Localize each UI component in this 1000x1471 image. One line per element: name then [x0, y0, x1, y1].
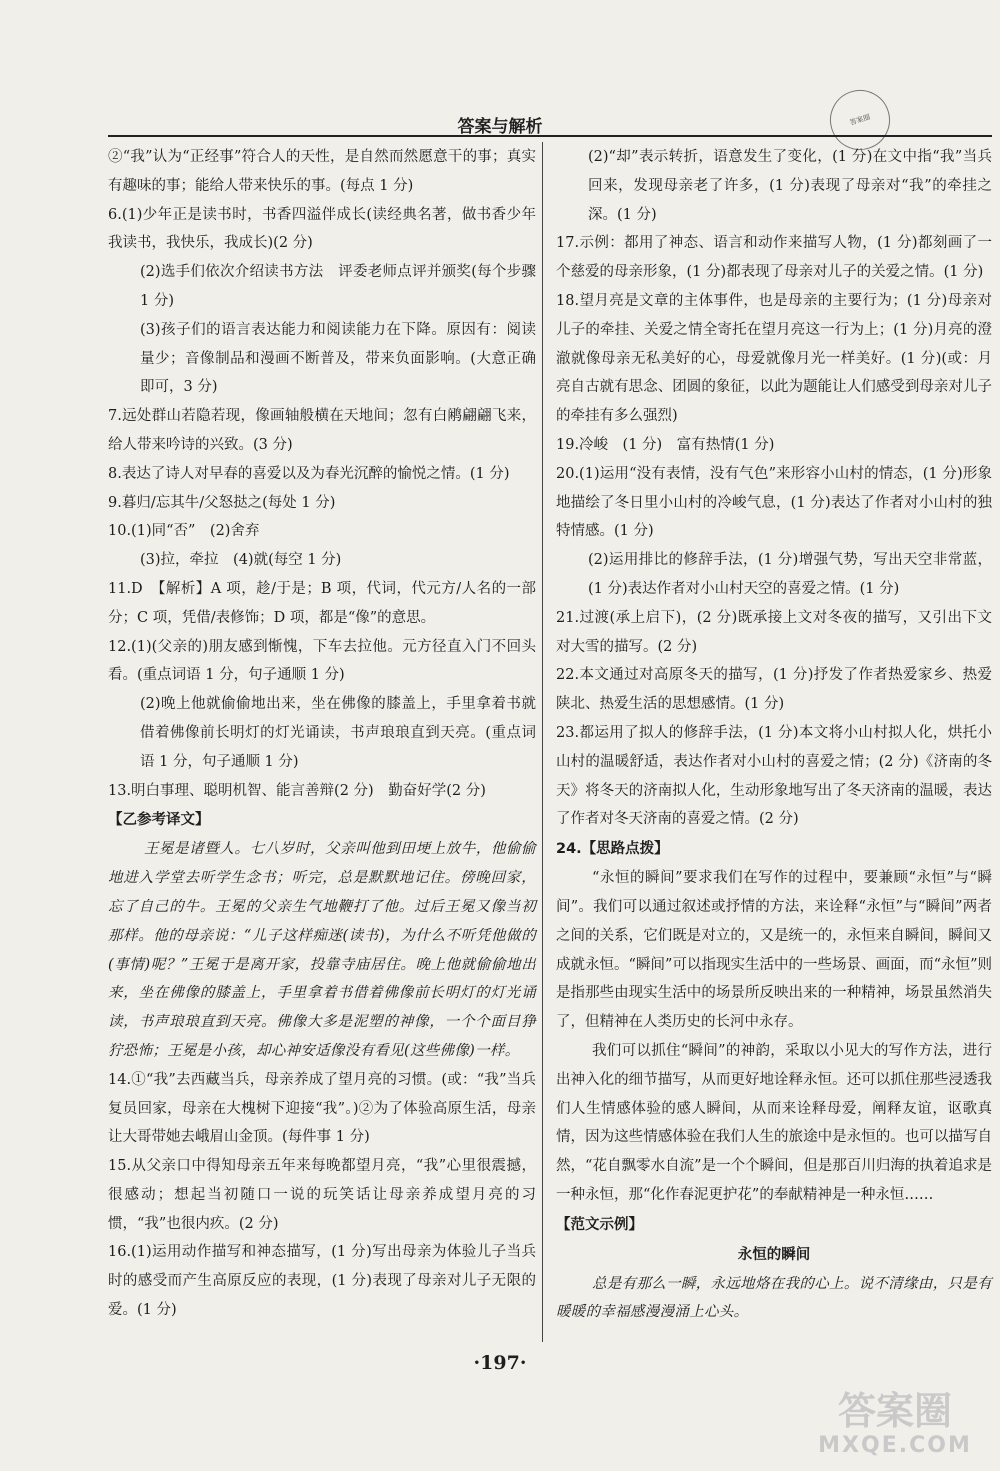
- answer-item: (2)运用排比的修辞手法，(1 分)增强气势，写出天空非常蓝，(1 分)表达作者对小山村天空的喜爱之情。(1 分): [588, 552, 992, 597]
- column-divider: [542, 142, 543, 1342]
- answer-item: 14.①“我”去西藏当兵，母亲养成了望月亮的习惯。(或：“我”当兵复员回家，母亲在大槐树下迎接“我”。)②为了体验高原生活，母亲让大哥带她去峨眉山金顶。(每件事 1 分): [108, 1071, 536, 1146]
- answer-item: 12.(1)(父亲的)朋友感到惭愧，下车去拉他。元方径直入门不回头看。(重点词语 1 分，句子通顺 1 分): [108, 638, 536, 684]
- section-heading: 【范文示例】: [556, 1216, 643, 1233]
- answer-item: 18.望月亮是文章的主体事件，也是母亲的主要行为；(1 分)母亲对儿子的牵挂、关爱之情全寄托在望月亮这一行为上；(1 分)月亮的澄澈就像母亲无私美好的心，母爱就像月光一样美好。(1 分)(或：月亮自古就有思念、团圆的象征，以此为题能让人们感受到母亲对儿子的牵挂有多么强烈): [556, 292, 992, 425]
- answer-item: 20.(1)运用“没有表情，没有气色”来形容小山村的情态，(1 分)形象地描绘了冬日里小山村的冷峻气息，(1 分)表达了作者对小山村的独特情感。(1 分): [556, 465, 992, 540]
- answer-item: (2)晚上他就偷偷地出来，坐在佛像的膝盖上，手里拿着书就借着佛像前长明灯的灯光诵读，书声琅琅直到天亮。(重点词语 1 分，句子通顺 1 分): [140, 696, 536, 770]
- page-title: 答案与解析: [457, 117, 543, 137]
- section-heading: 【乙参考译文】: [108, 812, 210, 829]
- answer-item: 8.表达了诗人对早春的喜爱以及为春光沉醉的愉悦之情。(1 分): [108, 465, 510, 482]
- answer-item: 10.(1)同“否” (2)舍弃: [108, 523, 260, 540]
- answer-item: (2)选手们依次介绍读书方法 评委老师点评并颁奖(每个步骤 1 分): [140, 264, 536, 309]
- section-heading: 24.【思路点拨】: [556, 841, 669, 858]
- answer-item: 22.本文通过对高原冬天的描写，(1 分)抒发了作者热爱家乡、热爱陕北、热爱生活的思想感情。(1 分): [556, 667, 992, 713]
- translation-text: 王冕是诸暨人。七八岁时，父亲叫他到田埂上放牛，他偷偷地进入学堂去听学生念书；听完，总是默默地记住。傍晚回家，忘了自己的牛。王冕的父亲生气地鞭打了他。过后王冕又像当初那样。他的母亲说：“儿子这样痴迷(读书)，为什么不听凭他做的(事情)呢？”王冕于是离开家，投靠寺庙居住。晚上他就偷偷地出来，坐在佛像的膝盖上，手里拿着书借着佛像前长明灯的灯光诵读，书声琅琅直到天亮。佛像大多是泥塑的神像，一个个面目狰狞恐怖；王冕是小孩，却心神安适像没有看见(这些佛像)一样。: [108, 841, 536, 1059]
- guidance-paragraph: 我们可以抓住“瞬间”的神韵，采取以小见大的写作方法，进行出神入化的细节描写，从而更好地诠释永恒。还可以抓住那些浸透我们人生情感体验的感人瞬间，从而来诠释母爱，阐释友谊，讴歌真情，因为这些情感体验在我们人生的旅途中是永恒的。也可以描写自然，“花自飘零水自流”是一个个瞬间，但是那百川归海的执着追求是一种永恒，那“化作春泥更护花”的奉献精神是一种永恒……: [556, 1042, 992, 1203]
- answer-item: 16.(1)运用动作描写和神态描写，(1 分)写出母亲为体验儿子当兵时的感受而产生高原反应的表现，(1 分)表现了母亲对儿子无限的爱。(1 分): [108, 1244, 536, 1319]
- watermark-text: 答案圈: [837, 1389, 952, 1433]
- answer-item: 6.(1)少年正是读书时，书香四溢伴成长(读经典名著，做书香少年 我读书，我快乐，我成长)(2 分): [108, 206, 536, 252]
- left-column: [108, 143, 536, 1325]
- answer-item: (2)“却”表示转折，语意发生了变化，(1 分)在文中指“我”当兵回来，发现母亲老了许多，(1 分)表现了母亲对“我”的牵挂之深。(1 分): [588, 149, 992, 223]
- answer-item: 23.都运用了拟人的修辞手法，(1 分)本文将小山村拟人化，烘托小山村的温暖舒适，表达作者对小山村的喜爱之情；(2 分)《济南的冬天》将冬天的济南拟人化，生动形象地写出了冬天济南的温暖，表达了作者对冬天济南的喜爱之情。(2 分): [556, 724, 992, 828]
- guidance-paragraph: “永恒的瞬间”要求我们在写作的过程中，要兼顾“永恒”与“瞬间”。我们可以通过叙述或抒情的方法，来诠释“永恒”与“瞬间”两者之间的关系，它们既是对立的，又是统一的，永恒来自瞬间，瞬间又成就永恒。“瞬间”可以指现实生活中的一些场景、画面，而“永恒”则是指那些由现实生活中的场景所反映出来的一种精神，场景虽然消失了，但精神在人类历史的长河中永存。: [556, 870, 992, 1031]
- watermark-url: MXQE.COM: [818, 1433, 972, 1458]
- answer-item: 11.D 【解析】A 项，趁/于是；B 项，代词，代元方/人名的一部分；C 项，凭借/表修饰；D 项，都是“像”的意思。: [108, 580, 536, 626]
- answer-item: (3)孩子们的语言表达能力和阅读能力在下降。原因有：阅读量少；音像制品和漫画不断普及，带来负面影响。(大意正确即可，3 分): [140, 321, 536, 396]
- answer-item: 13.明白事理、聪明机智、能言善辩(2 分) 勤奋好学(2 分): [108, 782, 486, 799]
- answer-item: ②“我”认为“正经事”符合人的天性，是自然而然愿意干的事；真实有趣味的事；能给人带来快乐的事。(每点 1 分): [108, 149, 536, 194]
- answer-item: (3)拉，牵拉 (4)就(每空 1 分): [140, 552, 342, 569]
- answer-item: 9.暮归/忘其牛/父怒挞之(每处 1 分): [108, 494, 336, 511]
- answer-item: 19.冷峻 (1 分) 富有热情(1 分): [556, 436, 775, 453]
- header-rule: [108, 135, 992, 137]
- answer-item: 17.示例：都用了神态、语言和动作来描写人物，(1 分)都刻画了一个慈爱的母亲形象，(1 分)都表现了母亲对儿子的关爱之情。(1 分): [556, 235, 992, 281]
- essay-title: 永恒的瞬间: [737, 1246, 811, 1263]
- answer-item: 15.从父亲口中得知母亲五年来每晚都望月亮，“我”心里很震撼，很感动；想起当初随口一说的玩笑话让母亲养成望月亮的习惯，“我”也很内疚。(2 分): [108, 1158, 536, 1232]
- answer-item: 7.远处群山若隐若现，像画轴般横在天地间；忽有白鹇翩翩飞来，给人带来吟诗的兴致。(3 分): [108, 408, 536, 453]
- right-column: [556, 143, 992, 1327]
- watermark-logo: [800, 1388, 990, 1464]
- stamp-seal: 答案圈: [822, 82, 898, 158]
- answer-item: 21.过渡(承上启下)，(2 分)既承接上文对冬夜的描写，又引出下文对大雪的描写。(2 分): [556, 609, 992, 655]
- page-number: ·197·: [473, 1352, 527, 1374]
- essay-paragraph: 总是有那么一瞬，永远地烙在我的心上。说不清缘由，只是有暖暖的幸福感漫漫涌上心头。: [556, 1275, 992, 1321]
